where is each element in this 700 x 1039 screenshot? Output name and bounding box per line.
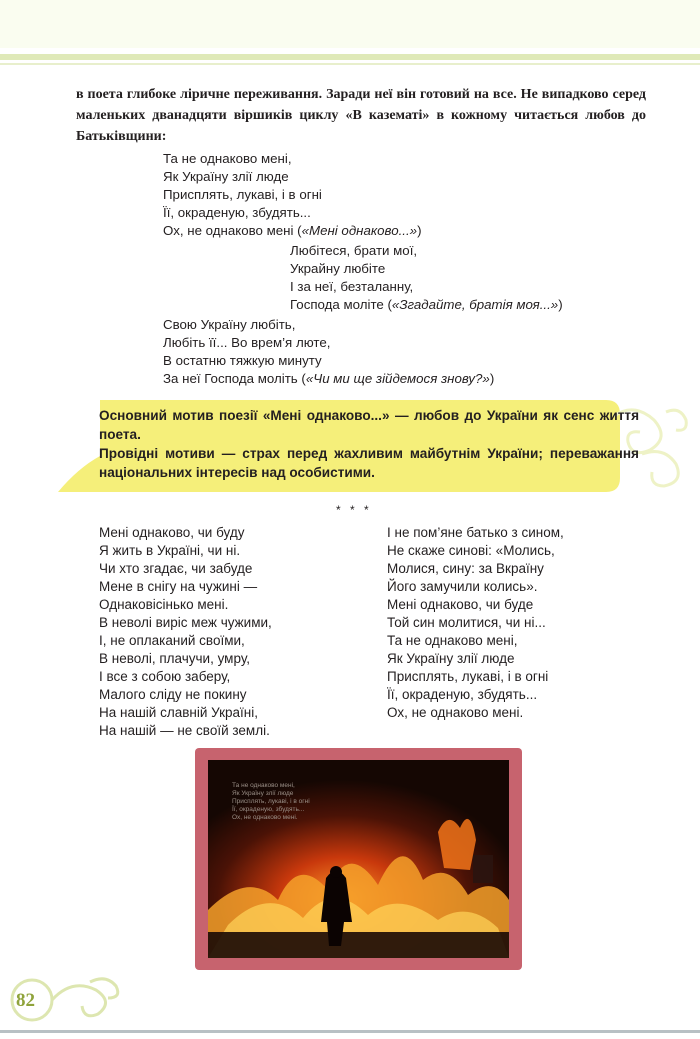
poem-column-1 xyxy=(99,524,272,740)
source-title: «Згадайте, братія моя...» xyxy=(391,297,559,312)
illustration-frame xyxy=(195,748,522,970)
poem-column-2 xyxy=(387,524,564,722)
verse-line: Любітеся, брати мої, xyxy=(290,243,418,258)
poem-line: В неволі виріс меж чужими, xyxy=(99,615,272,630)
poem-separator: * * * xyxy=(336,503,372,517)
verse-line: Та не однаково мені, xyxy=(163,151,292,166)
verse-line: Її, окраденую, збудять... xyxy=(163,205,311,220)
quote-chy-my-shche xyxy=(163,316,494,388)
leading-motives: Провідні мотиви — страх перед жахливим майбутнім України; переважання національних інтересів над особистими. xyxy=(99,446,639,480)
poem-line: Мені однаково, чи буду xyxy=(99,525,245,540)
main-motive: Основний мотив поезії «Мені однаково...» — любов до України як сенс життя поета. xyxy=(99,408,639,442)
quote-zgadaite-bratiia xyxy=(290,242,563,314)
verse-line: Як Україну злії люде xyxy=(163,169,289,184)
image-caption: Та не однаково мені, Як Україну злії люде Присплять, лукаві, і в огні Її, окраденую, збудять... Ох, не однаково мені. xyxy=(232,782,310,821)
poem-line: Мені однаково, чи буде xyxy=(387,597,534,612)
poem-line: Як Україну злії люде xyxy=(387,651,515,666)
poem-line: Я жить в Україні, чи ні. xyxy=(99,543,241,558)
poem-line: На нашій — не своїй землі. xyxy=(99,723,270,738)
verse-line: В остатню тяжкую минуту xyxy=(163,353,322,368)
poem-line: І все з собою заберу, xyxy=(99,669,231,684)
burning-barricade-photo xyxy=(208,760,509,958)
poem-line: Чи хто згадає, чи забуде xyxy=(99,561,253,576)
verse-line: Ох, не однаково мені («Мені однаково...») xyxy=(163,223,422,238)
callout-box xyxy=(99,406,639,482)
page-number: 82 xyxy=(16,990,35,1011)
verse-line: Присплять, лукаві, і в огні xyxy=(163,187,322,202)
poem-line: І, не оплаканий своїми, xyxy=(99,633,245,648)
poem-line: Молися, сину: за Вкраїну xyxy=(387,561,544,576)
poem-line: Ох, не однаково мені. xyxy=(387,705,524,720)
poem-line: Мене в снігу на чужині — xyxy=(99,579,258,594)
poem-line: Присплять, лукаві, і в огні xyxy=(387,669,549,684)
header-rule-thin xyxy=(0,63,700,65)
verse-line: За неї Господа моліть («Чи ми ще зійдемося знову?») xyxy=(163,371,495,386)
verse-line: Любіть її... Во врем’я люте, xyxy=(163,335,331,350)
poem-line: На нашій славній Україні, xyxy=(99,705,258,720)
poem-line: Той син молитися, чи ні... xyxy=(387,615,546,630)
poem-line: Його замучили колись». xyxy=(387,579,538,594)
header-band xyxy=(0,0,700,48)
poem-line: Не скаже синові: «Молись, xyxy=(387,543,555,558)
footer-rule xyxy=(0,1030,700,1033)
verse-line: Господа моліте («Згадайте, братія моя...») xyxy=(290,297,563,312)
poem-line: І не пом’яне батько з сином, xyxy=(387,525,564,540)
poem-line: Її, окраденую, збудять... xyxy=(387,687,538,702)
header-rule xyxy=(0,54,700,60)
poem-line: Малого сліду не покину xyxy=(99,687,247,702)
poem-line: В неволі, плачучи, умру, xyxy=(99,651,250,666)
verse-line: Украйну любіте xyxy=(290,261,386,276)
source-title: «Мені однаково...» xyxy=(301,223,418,238)
poem-line: Однаковісінько мені. xyxy=(99,597,229,612)
verse-line: І за неї, безталанну, xyxy=(290,279,414,294)
poem-line: Та не однаково мені, xyxy=(387,633,518,648)
source-title: «Чи ми ще зійдемося знову?» xyxy=(305,371,490,386)
quote-mene-odnakovo xyxy=(163,150,422,240)
intro-paragraph: в поета глибоке ліричне переживання. Заради неї він готовий на все. Не випадково серед маленьких дванадцяти віршиків циклу «В казематі» в кожному читається любов до Батьківщини: xyxy=(76,87,646,144)
verse-line: Свою Україну любіть, xyxy=(163,317,296,332)
